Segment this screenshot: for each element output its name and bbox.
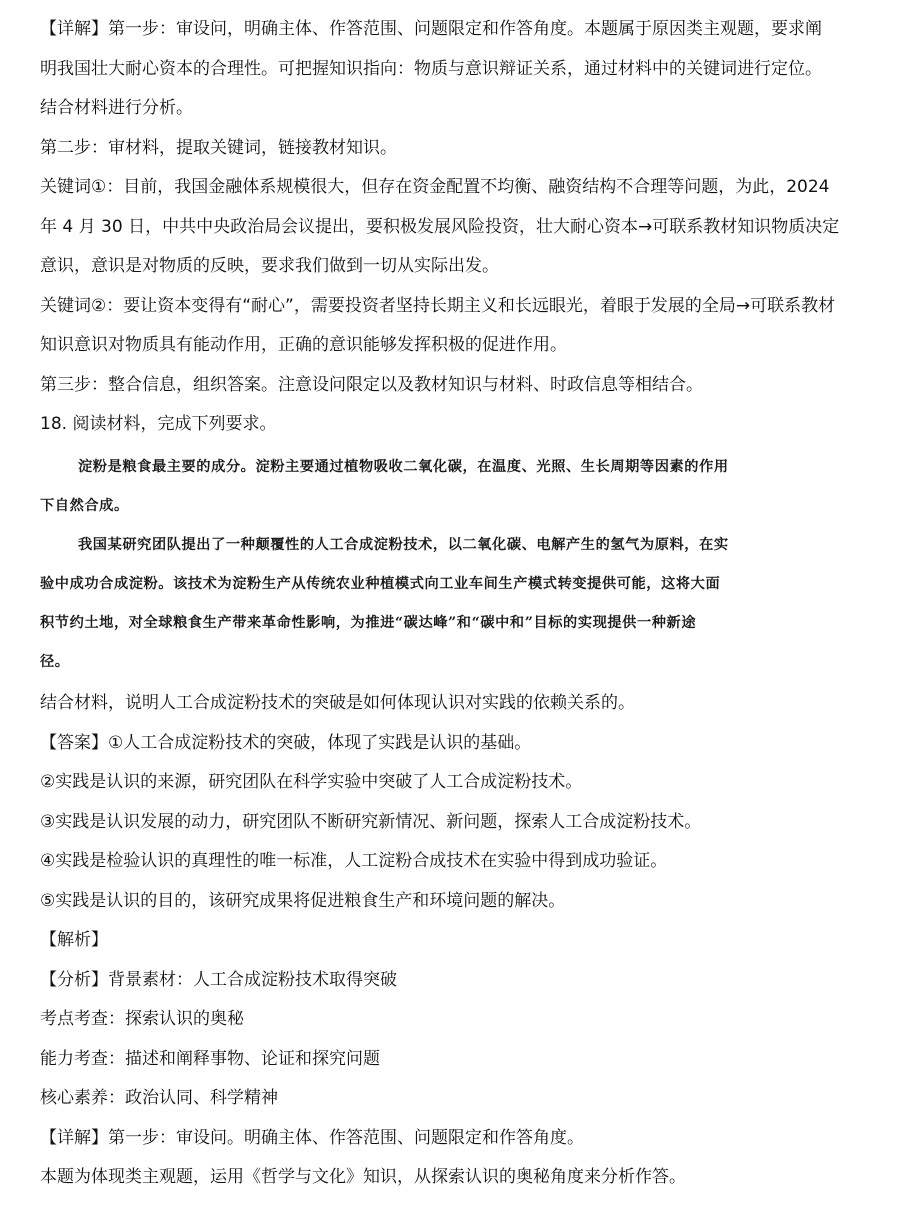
analysis-line: 核心素养：政治认同、科学精神 — [40, 1088, 278, 1108]
answer-line: ⑤实践是认识的目的，该研究成果将促进粮食生产和环境问题的解决。 — [40, 890, 566, 911]
material-line: 我国某研究团队提出了一种颠覆性的人工合成淀粉技术，以二氧化碳、电解产生的氢气为原料，在实 — [78, 537, 729, 553]
analysis-heading: 【解析】 — [40, 930, 108, 950]
text-line: 【详解】第一步：审设问，明确主体、作答范围、问题限定和作答角度。本题属于原因类主观题，要求阐 — [40, 19, 822, 39]
analysis-line: 【详解】第一步：审设问。明确主体、作答范围、问题限定和作答角度。 — [40, 1127, 584, 1148]
answer-line: ④实践是检验认识的真理性的唯一标准，人工淀粉合成技术在实验中得到成功验证。 — [40, 851, 668, 871]
explanation-section — [40, 10, 880, 445]
material-line: 径。 — [40, 654, 70, 670]
text-line: 第二步：审材料，提取关键词，链接教材知识。 — [40, 137, 397, 158]
material-line: 淀粉是粮食最主要的成分。淀粉主要通过植物吸收二氧化碳，在温度、光照、生长周期等因素的作用 — [78, 459, 729, 475]
material-line: 验中成功合成淀粉。该技术为淀粉生产从传统农业种植模式向工业车间生产模式转变提供可能，这将大面 — [40, 576, 721, 592]
material-line: 下自然合成。 — [40, 498, 129, 514]
text-line: 明我国壮大耐心资本的合理性。可把握知识指向：物质与意识辩证关系，通过材料中的关键词进行定位。 — [40, 58, 822, 79]
analysis-line: 考点考查：探索认识的奥秘 — [40, 1009, 244, 1029]
text-line: 知识意识对物质具有能动作用，正确的意识能够发挥积极的促进作用。 — [40, 335, 567, 355]
text-line: 关键词①：目前，我国金融体系规模很大，但存在资金配置不均衡、融资结构不合理等问题，为此，2024 — [40, 177, 830, 197]
material-line: 积节约土地，对全球粮食生产带来革命性影响，为推进“碳达峰”和“碳中和”目标的实现提供一种新途 — [40, 615, 697, 631]
answer-line: 【答案】①人工合成淀粉技术的突破，体现了实践是认识的基础。 — [40, 732, 532, 753]
answer-line: ②实践是认识的来源，研究团队在科学实验中突破了人工合成淀粉技术。 — [40, 772, 583, 792]
text-line: 年 4 月 30 日，中共中央政治局会议提出，要积极发展风险投资，壮大耐心资本→可联系教材知识物质决定 — [40, 216, 840, 237]
answer-line: ③实践是认识发展的动力，研究团队不断研究新情况、新问题，探索人工合成淀粉技术。 — [40, 811, 702, 832]
text-line: 第三步：整合信息，组织答案。注意设问限定以及教材知识与材料、时政信息等相结合。 — [40, 374, 703, 395]
text-line: 意识，意识是对物质的反映，要求我们做到一切从实际出发。 — [40, 256, 499, 276]
reading-material — [40, 448, 870, 682]
question-prompt: 结合材料，说明人工合成淀粉技术的突破是如何体现认识对实践的依赖关系的。 — [40, 693, 635, 713]
analysis-line: 【分析】背景素材：人工合成淀粉技术取得突破 — [40, 969, 397, 990]
text-line: 关键词②：要让资本变得有“耐心”，需要投资者坚持长期主义和长远眼光，着眼于发展的全局→可联系教材 — [40, 295, 836, 316]
answer-section — [40, 684, 880, 1198]
question-heading: 18. 阅读材料，完成下列要求。 — [40, 414, 277, 434]
analysis-line: 能力考查：描述和阐释事物、论证和探究问题 — [40, 1048, 380, 1069]
text-line: 结合材料进行分析。 — [40, 98, 193, 118]
analysis-line: 本题为体现类主观题，运用《哲学与文化》知识，从探索认识的奥秘角度来分析作答。 — [40, 1167, 686, 1187]
